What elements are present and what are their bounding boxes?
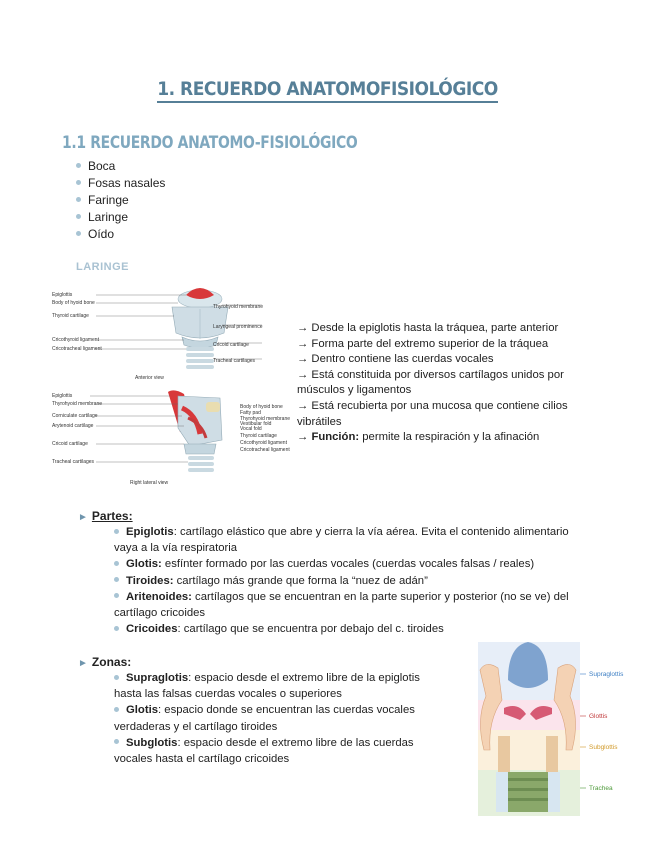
list-item: Tiroides: cartílago más grande que forma la “nuez de adán” <box>114 573 594 589</box>
list-item: Cricoides: cartílago que se encuentra por debajo del c. tiroides <box>114 621 594 637</box>
laringe-description <box>297 321 597 446</box>
figure-caption: Right lateral view <box>130 480 169 486</box>
figure-label: Epiglottis <box>52 393 73 399</box>
figure-label: Tracheal cartilages <box>52 459 95 465</box>
parts-heading: ► Partes: <box>78 509 133 523</box>
bullet-icon <box>114 675 119 680</box>
larynx-zones-figure <box>468 640 650 818</box>
figure-label: Cricotracheal ligament <box>240 447 290 453</box>
figure-label: Tracheal cartilages <box>213 358 256 364</box>
list-item: Glotis: esfínter formado por las cuerdas vocales (cuerdas vocales falsas / reales) <box>114 556 594 572</box>
figure-label: Thyroid cartilage <box>240 433 277 439</box>
parts-list <box>114 524 594 637</box>
figure-label: Thyrohyoid membrane <box>240 416 291 422</box>
zones-list <box>114 670 449 767</box>
description-line: → Está recubierta por una mucosa que contiene cilios vibrátiles <box>297 399 568 428</box>
larynx-anterior-figure <box>50 283 272 383</box>
section-title: 1.1 RECUERDO ANATOMO-FISIOLÓGICO <box>62 133 358 153</box>
list-item: Epiglotis: cartílago elástico que abre y cierra la vía aérea. Evita el contenido alimentario vaya a la vía respiratoria <box>114 526 569 555</box>
figure-label: Body of hyoid bone <box>240 404 283 410</box>
list-item: Oído <box>76 226 165 243</box>
bullet-icon <box>114 577 119 582</box>
bullet-icon <box>114 593 119 598</box>
bullet-icon <box>114 561 119 566</box>
list-item: Subglotis: espacio desde el extremo libre de las cuerdas vocales hasta el cartílago cricoides <box>114 736 414 766</box>
list-item: Supraglotis: espacio desde el extremo libre de la epiglotis hasta las falsas cuerdas vocales o superiores <box>114 672 420 701</box>
bullet-icon <box>114 739 119 744</box>
figure-label: Body of hyoid bone <box>52 300 95 306</box>
list-item: Glotis: espacio donde se encuentran las cuerdas vocales verdaderas y el cartílago tiroides <box>114 704 415 733</box>
figure-label: Laryngeal prominence <box>213 324 263 330</box>
figure-label: Corniculate cartilage <box>52 413 98 419</box>
figure-label: Arytenoid cartilage <box>52 423 94 429</box>
figure-caption: Anterior view <box>135 375 164 381</box>
list-item: Faringe <box>76 192 165 209</box>
list-item: Aritenoides: cartílagos que se encuentran en la parte superior y posterior (no se ve) del cartílago cricoides <box>114 590 569 620</box>
figure-label: Vestibular fold <box>240 421 272 427</box>
zone-label-supraglottis: Supraglottis <box>589 671 624 678</box>
triangle-bullet-icon: ► <box>78 658 88 669</box>
list-item: Boca <box>76 158 165 175</box>
figure-label: Cricothyroid ligament <box>240 440 287 446</box>
figure-label: Cricotracheal ligament <box>52 346 102 352</box>
bullet-icon <box>76 197 81 202</box>
bullet-icon <box>114 626 119 631</box>
laringe-heading: LARINGE <box>76 261 129 273</box>
figure-label: Fatty pad <box>240 410 261 416</box>
figure-label: Vocal fold <box>240 426 262 432</box>
bullet-icon <box>76 180 81 185</box>
figure-label: Epiglottis <box>52 292 73 298</box>
description-line: → Forma parte del extremo superior de la tráquea <box>297 337 549 350</box>
list-item: Fosas nasales <box>76 175 165 192</box>
description-line: → Está constituida por diversos cartílagos unidos por músculos y ligamentos <box>297 368 564 397</box>
figure-label: Thyrohyoid membrane <box>52 401 103 407</box>
bullet-icon <box>114 707 119 712</box>
bullet-icon <box>76 231 81 236</box>
figure-label: Cricoid cartilage <box>213 342 249 348</box>
zone-label-subglottis: Subglottis <box>589 744 618 751</box>
function-line: → Función: permite la respiración y la afinación <box>297 431 540 444</box>
page-title: 1. RECUERDO ANATOMOFISIOLÓGICO <box>0 78 655 100</box>
zone-label-glottis: Glottis <box>589 713 608 720</box>
bullet-icon <box>114 529 119 534</box>
figure-label: Thyroid cartilage <box>52 313 89 319</box>
bullet-icon <box>76 214 81 219</box>
figure-label: Cricothyroid ligament <box>52 337 99 343</box>
bullet-icon <box>76 163 81 168</box>
description-line: → Desde la epiglotis hasta la tráquea, parte anterior <box>297 322 559 334</box>
description-line: → Dentro contiene las cuerdas vocales <box>297 353 494 366</box>
zone-label-trachea: Trachea <box>589 785 613 792</box>
figure-label: Thyrohyoid membrane <box>213 304 264 310</box>
list-item: Laringe <box>76 209 165 226</box>
organ-list <box>76 158 165 243</box>
larynx-lateral-figure <box>50 388 291 488</box>
figure-label: Cricoid cartilage <box>52 441 88 447</box>
zones-heading: ► Zonas: <box>78 655 132 669</box>
triangle-bullet-icon: ► <box>78 512 88 523</box>
